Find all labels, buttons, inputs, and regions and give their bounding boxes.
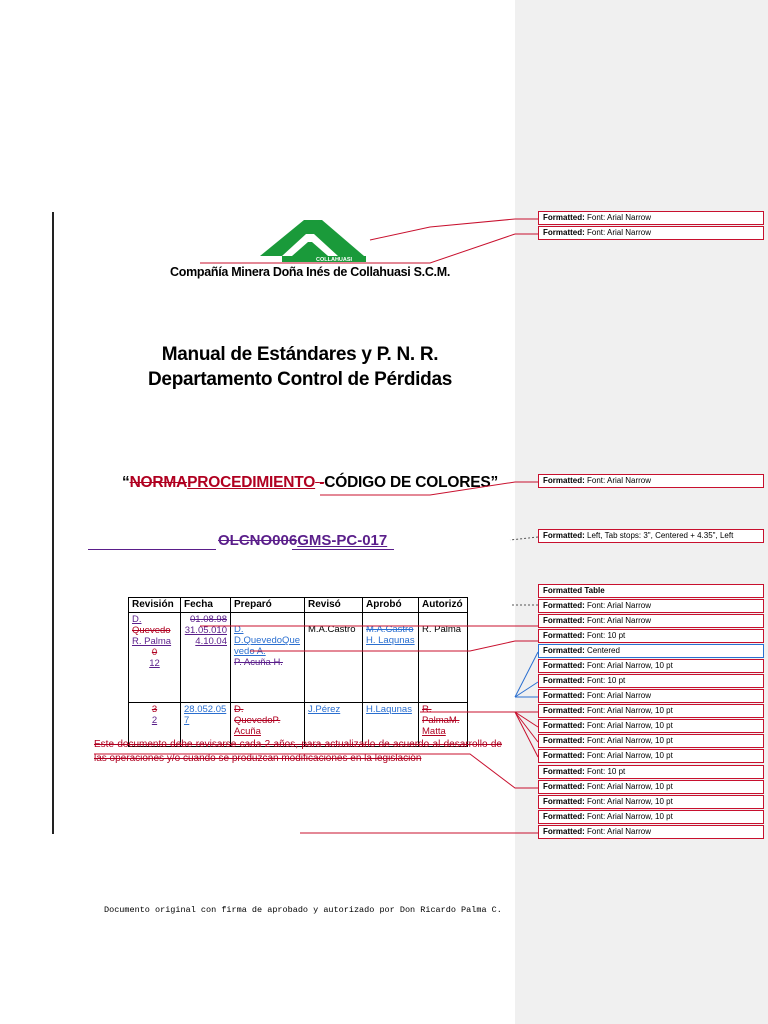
- cell-autorizo: R. PalmaM. Matta: [419, 703, 468, 747]
- cell-aprobo: M.A.Castro H. Laqunas: [363, 613, 419, 703]
- company-name: Compañía Minera Doña Inés de Collahuasi S.C.M.: [170, 265, 451, 279]
- cell-reviso: M.A.Castro: [305, 613, 363, 703]
- manual-title-line-2: Departamento Control de Pérdidas: [148, 369, 452, 390]
- format-balloon[interactable]: Formatted: Font: 10 pt: [538, 765, 764, 779]
- format-balloon[interactable]: Formatted: Font: Arial Narrow: [538, 474, 764, 488]
- format-balloon[interactable]: Formatted: Font: 10 pt: [538, 629, 764, 643]
- code-underline-right: [292, 549, 394, 550]
- cell-revision: 3 2: [129, 703, 181, 747]
- header-fecha: Fecha: [181, 598, 231, 613]
- format-balloon[interactable]: Formatted: Font: Arial Narrow: [538, 689, 764, 703]
- format-balloon[interactable]: Formatted: Left, Tab stops: 3", Centered + 4.35", Left: [538, 529, 764, 543]
- collahuasi-logo-icon: [252, 212, 372, 268]
- format-balloon[interactable]: Formatted: Font: Arial Narrow: [538, 825, 764, 839]
- format-balloon[interactable]: Formatted: Font: Arial Narrow, 10 pt: [538, 780, 764, 794]
- format-balloon[interactable]: Formatted: Font: Arial Narrow, 10 pt: [538, 659, 764, 673]
- cell-autorizo: R. Palma: [419, 613, 468, 703]
- header-revision: Revisión: [129, 598, 181, 613]
- format-balloon[interactable]: Formatted: Font: Arial Narrow, 10 pt: [538, 795, 764, 809]
- document-code: [218, 532, 387, 549]
- change-bar: [52, 212, 54, 834]
- inserted-code: GMS-PC-017: [297, 532, 388, 549]
- format-balloon[interactable]: Formatted: Font: Arial Narrow: [538, 614, 764, 628]
- format-balloon[interactable]: Formatted: Centered: [538, 644, 764, 658]
- format-balloon[interactable]: Formatted: Font: Arial Narrow, 10 pt: [538, 719, 764, 733]
- format-balloon[interactable]: Formatted: Font: Arial Narrow: [538, 599, 764, 613]
- header-autorizo: Autorizó: [419, 598, 468, 613]
- procedure-title-rest: CÓDIGO DE COLORES”: [324, 474, 499, 491]
- code-underline-left: [88, 549, 216, 550]
- cell-preparo: D. QuevedoP. Acuña: [231, 703, 305, 747]
- table-header-row: [129, 598, 468, 613]
- open-quote: “: [122, 474, 130, 491]
- revision-notice: Este documento debe revisarse cada 2 años, para actualizarlo de acuerdo al desarrollo de las operaciones y/o cuando se produzcan modificaciones en la legislación: [94, 739, 502, 764]
- cell-revision: D. Quevedo R. Palma 0 12: [129, 613, 181, 703]
- cell-fecha: 01.08.98 31.05.010 4.10.04: [181, 613, 231, 703]
- header-aprobo: Aprobó: [363, 598, 419, 613]
- signature-note: Documento original con firma de aprobado y autorizado por Don Ricardo Palma C.: [104, 905, 502, 915]
- header-preparo: Preparó: [231, 598, 305, 613]
- inserted-word: PROCEDIMIENTO: [187, 474, 316, 491]
- deleted-code: OLCNO006: [218, 532, 298, 549]
- cell-reviso: J.Pérez: [305, 703, 363, 747]
- table-row: [129, 613, 468, 703]
- format-balloon[interactable]: Formatted: Font: Arial Narrow, 10 pt: [538, 734, 764, 748]
- format-balloon[interactable]: Formatted: Font: Arial Narrow: [538, 211, 764, 225]
- format-balloon[interactable]: Formatted: Font: Arial Narrow: [538, 226, 764, 240]
- manual-title-line-1: Manual de Estándares y P. N. R.: [161, 344, 439, 365]
- cell-fecha: 28.052.05 7: [181, 703, 231, 747]
- format-balloon[interactable]: Formatted: Font: 10 pt: [538, 674, 764, 688]
- format-balloon[interactable]: Formatted: Font: Arial Narrow, 10 pt: [538, 810, 764, 824]
- revision-table: [128, 597, 468, 747]
- procedure-title: “NORMAPROCEDIMIENTO -CÓDIGO DE COLORES”: [122, 474, 499, 491]
- header-reviso: Revisó: [305, 598, 363, 613]
- deleted-word: NORMA: [129, 474, 188, 491]
- markup-margin-pane: [515, 0, 768, 1024]
- format-balloon[interactable]: Formatted: Font: Arial Narrow, 10 pt: [538, 704, 764, 718]
- format-balloon[interactable]: Formatted: Font: Arial Narrow, 10 pt: [538, 749, 764, 763]
- cell-aprobo: H.Laqunas: [363, 703, 419, 747]
- manual-title: [110, 342, 490, 392]
- format-table-balloon[interactable]: Formatted Table: [538, 584, 764, 598]
- logo-text: COLLAHUASI: [316, 257, 353, 263]
- cell-preparo: D. D.QuevedoQue vedo A. P. Acuña H.: [231, 613, 305, 703]
